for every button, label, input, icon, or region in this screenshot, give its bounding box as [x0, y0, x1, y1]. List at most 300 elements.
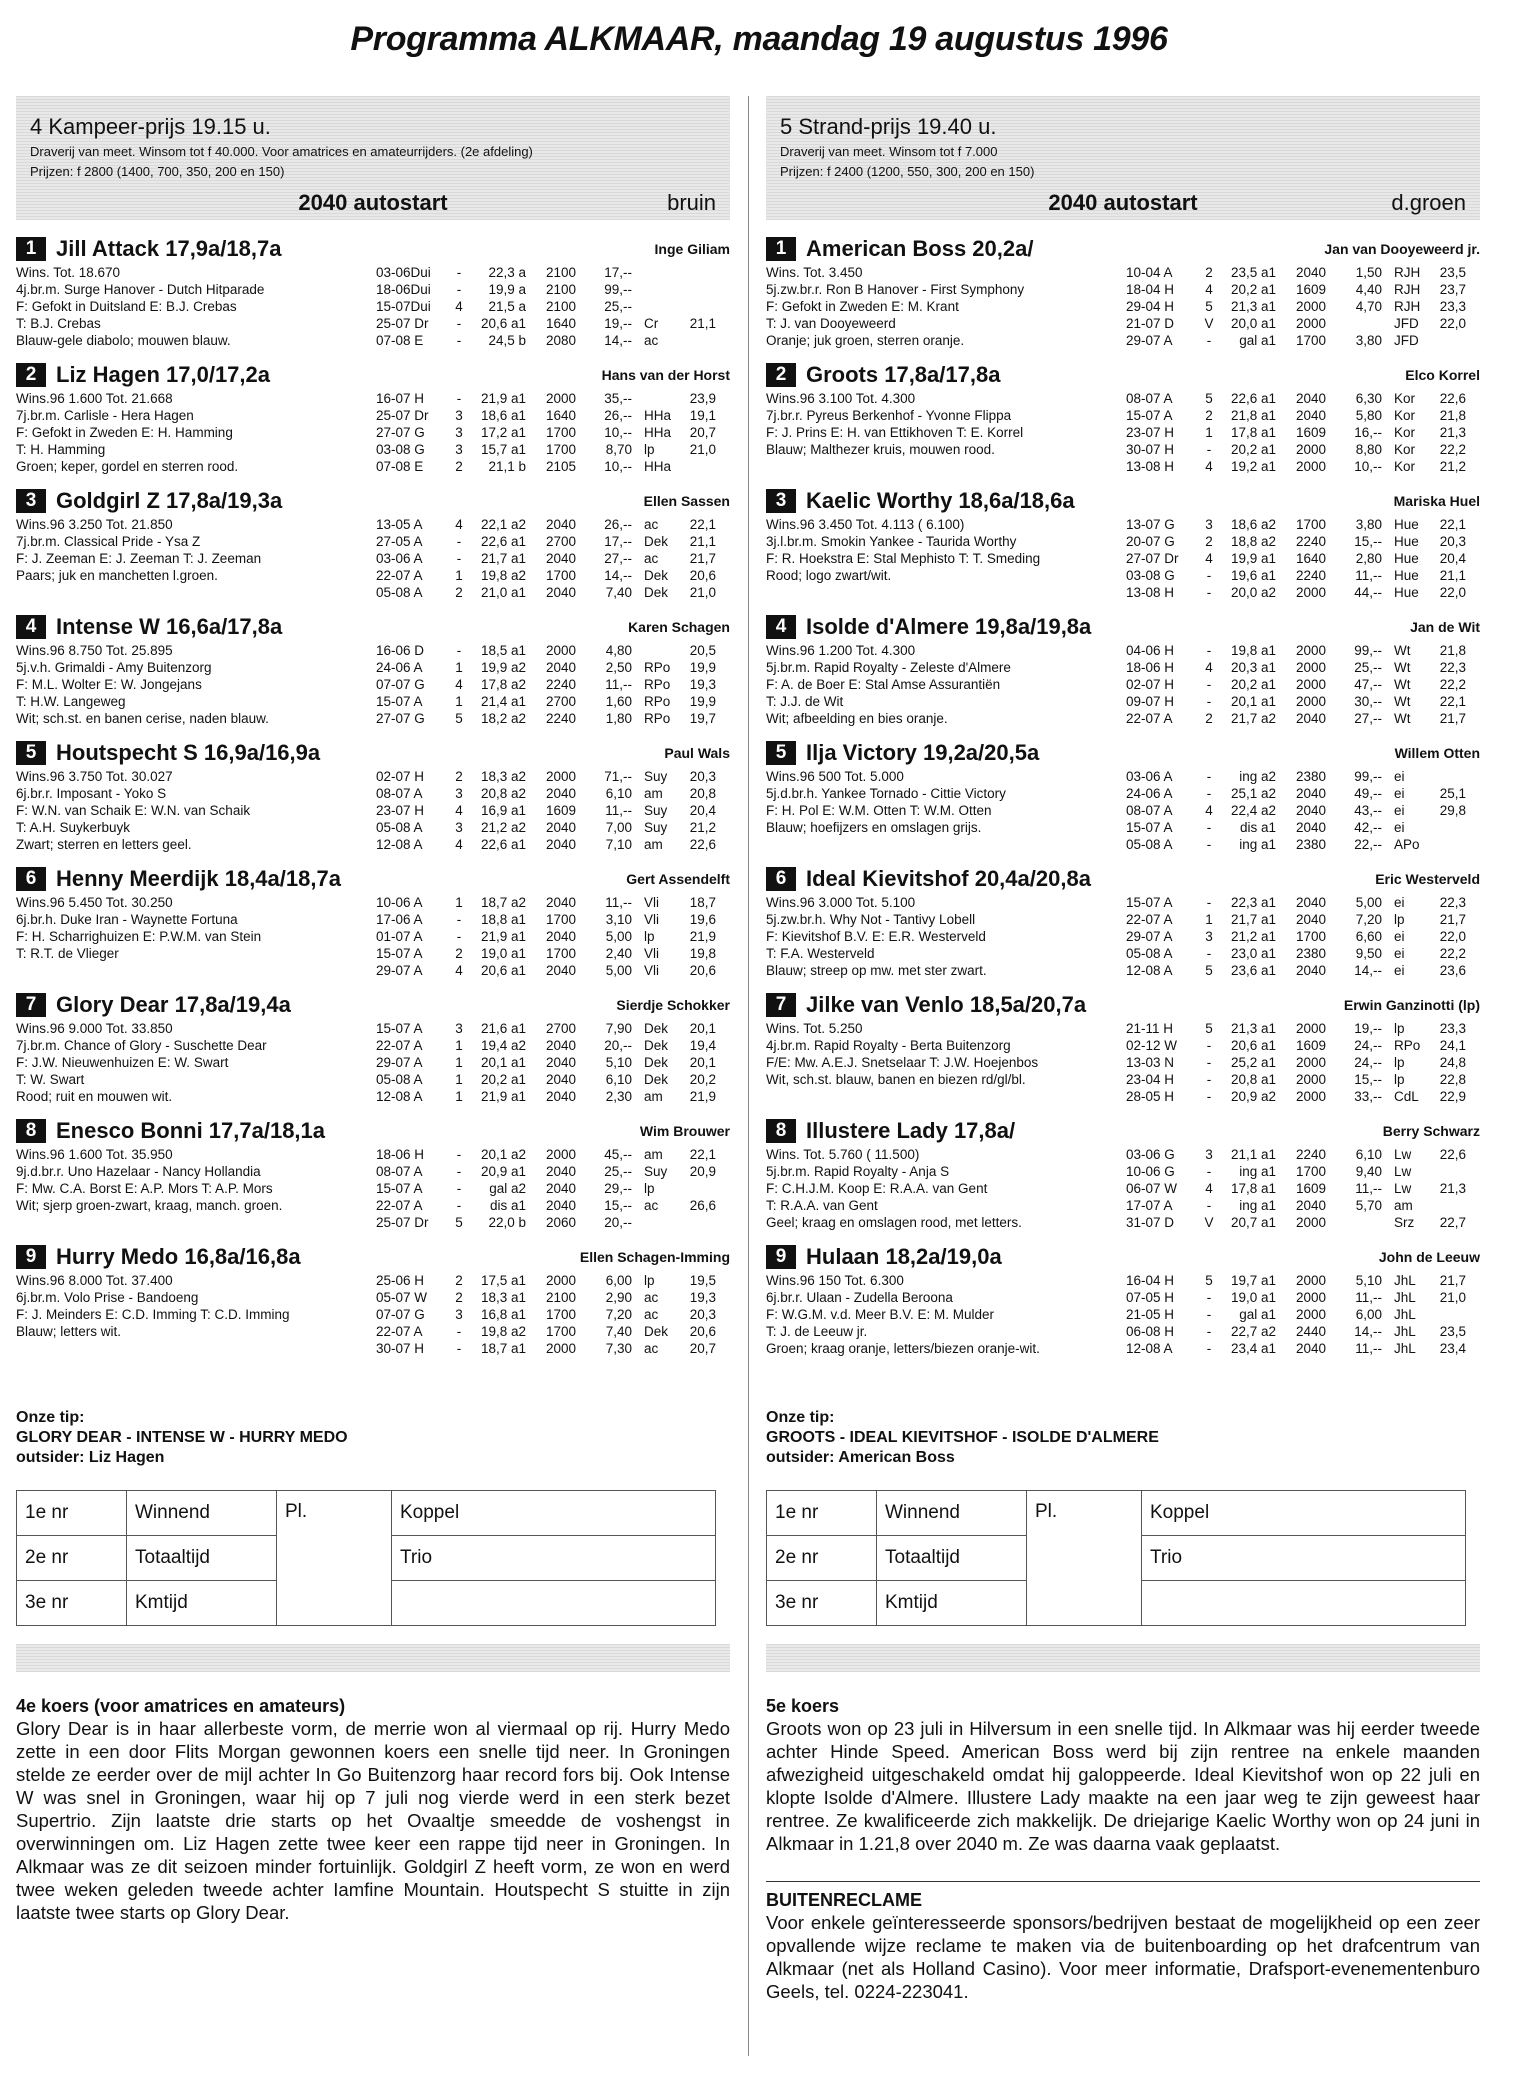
- performance-cell: 2000: [545, 769, 576, 784]
- page-title: Programma ALKMAAR, maandag 19 augustus 1996: [350, 20, 1168, 58]
- performance-cell: Vli: [644, 963, 660, 978]
- horse-number: 6: [766, 867, 796, 891]
- table-cell: Totaaltijd: [877, 1536, 1027, 1581]
- performance-row: [1126, 1071, 1480, 1088]
- performance-cell: 2000: [545, 391, 576, 406]
- performance-cell: 2240: [545, 677, 576, 692]
- horse-info-line: T: W. Swart: [16, 1072, 85, 1087]
- performance-cell: ac: [644, 1307, 659, 1322]
- performance-cell: 22-07 A: [1126, 912, 1173, 927]
- performance-cell: 2040: [545, 786, 576, 801]
- performance-row: [1126, 516, 1480, 533]
- performance-cell: 14,--: [604, 568, 632, 583]
- performance-cell: 13-07 G: [1126, 517, 1175, 532]
- performance-cell: 2040: [545, 929, 576, 944]
- performance-cell: 2: [1205, 534, 1213, 549]
- performance-cell: 2000: [545, 1273, 576, 1288]
- performance-cell: 21,1 a1: [1230, 1147, 1276, 1162]
- horse-performances: [376, 1020, 730, 1105]
- performance-cell: 21,2: [689, 820, 716, 835]
- performance-cell: 2700: [545, 534, 576, 549]
- performance-row: [1126, 533, 1480, 550]
- performance-cell: -: [1206, 694, 1212, 709]
- performance-cell: 3: [455, 408, 463, 423]
- performance-cell: 2040: [545, 1089, 576, 1104]
- horse-info-line: Blauw; streep op mw. met ster zwart.: [766, 963, 987, 978]
- horse-details: [16, 264, 730, 349]
- performance-cell: -: [456, 1324, 462, 1339]
- performance-cell: 29,--: [604, 1181, 632, 1196]
- performance-cell: -: [1206, 1198, 1212, 1213]
- performance-cell: 20,1: [689, 1055, 716, 1070]
- horse-entry: [16, 738, 730, 864]
- performance-cell: 16,--: [1354, 425, 1382, 440]
- performance-cell: 2040: [545, 1072, 576, 1087]
- performance-cell: 21,0 a1: [480, 585, 526, 600]
- horse-info-line: [766, 584, 1126, 601]
- performance-cell: 3: [455, 442, 463, 457]
- performance-cell: 99,--: [1354, 769, 1382, 784]
- performance-cell: 22-07 A: [376, 568, 423, 583]
- performance-cell: 10,--: [604, 425, 632, 440]
- performance-cell: -: [456, 643, 462, 658]
- tip-label: Onze tip:: [766, 1409, 835, 1426]
- performance-cell: 2105: [545, 459, 576, 474]
- performance-cell: 22,1: [689, 1147, 716, 1162]
- performance-cell: 2380: [1295, 946, 1326, 961]
- performance-row: [1126, 1146, 1480, 1163]
- horse-performances: [1126, 1272, 1480, 1357]
- performance-cell: lp: [644, 442, 655, 457]
- preview-text: Groots won op 23 juli in Hilversum in een snelle tijd. In Alkmaar was hij eerder tweede achter Hinde Speed. American Boss werd bij zijn rentree na enkele maanden afwezigheid uitgeschakeld omdat hij galoppeerde. Ideal Kievitshof won op 22 juli en klopte Isolde d'Almere. Illustere Lady maakte na een jaar weg te zijn geweest haar rentree. Ze kwalificeerde zich makkelijk. De driejarige Kaelic Worthy won op 24 juni in Alkmaar in 1.21,8 over 2040 m. Ze was daarna vaak geplaatst.: [766, 1718, 1480, 1854]
- performance-cell: 21,6 a1: [480, 1021, 526, 1036]
- performance-cell: 1700: [1295, 1164, 1326, 1179]
- horse-details: [16, 894, 730, 979]
- performance-cell: 20,9 a2: [1230, 1089, 1276, 1104]
- performance-cell: -: [456, 391, 462, 406]
- performance-row: [376, 1088, 730, 1105]
- performance-cell: 1609: [545, 803, 576, 818]
- horse-info-line: F: Gefokt in Duitsland E: B.J. Crebas: [16, 299, 237, 314]
- horse-info-line: T: J.J. de Wit: [766, 694, 844, 709]
- performance-cell: -: [1206, 333, 1212, 348]
- horse-info: [766, 894, 1126, 979]
- performance-cell: 33,--: [1354, 1089, 1382, 1104]
- tip-outsider: outsider: Liz Hagen: [16, 1449, 165, 1466]
- performance-cell: 19,7 a1: [1230, 1273, 1276, 1288]
- performance-row: [376, 911, 730, 928]
- performance-cell: 25,1: [1439, 786, 1466, 801]
- horse-performances: [376, 1272, 730, 1357]
- performance-cell: 13-08 H: [1126, 459, 1175, 474]
- performance-cell: Dek: [644, 1055, 669, 1070]
- performance-row: [376, 1306, 730, 1323]
- performance-cell: 21,7: [1439, 912, 1466, 927]
- horse-info-line: Wit; sch.st. en banen cerise, naden blauw.: [16, 711, 269, 726]
- performance-cell: 23,5 a1: [1230, 265, 1276, 280]
- performance-cell: 2040: [1295, 265, 1326, 280]
- performance-cell: 18,8 a2: [1230, 534, 1276, 549]
- performance-cell: -: [456, 1181, 462, 1196]
- performance-cell: 4,80: [605, 643, 632, 658]
- performance-cell: 22,6: [1439, 391, 1466, 406]
- performance-cell: 10-06 A: [376, 895, 423, 910]
- performance-cell: 25,1 a2: [1230, 786, 1276, 801]
- performance-cell: 07-08 E: [376, 333, 424, 348]
- performance-cell: 2040: [1295, 391, 1326, 406]
- performance-cell: 20-07 G: [1126, 534, 1175, 549]
- performance-cell: JhL: [1394, 1273, 1416, 1288]
- performance-cell: 2440: [1295, 1324, 1326, 1339]
- performance-cell: gal a1: [1239, 1307, 1276, 1322]
- performance-cell: 22,0: [1439, 316, 1466, 331]
- performance-row: [1126, 407, 1480, 424]
- performance-cell: [636, 642, 678, 659]
- performance-cell: Dek: [644, 534, 669, 549]
- performance-cell: 2000: [1295, 1055, 1326, 1070]
- horse-info-line: 5j.br.m. Rapid Royalty - Zeleste d'Almere: [766, 660, 1011, 675]
- performance-cell: 2000: [1295, 459, 1326, 474]
- performance-cell: 19,9: [689, 660, 716, 675]
- horse-info-line: 5j.d.br.h. Yankee Tornado - Cittie Victory: [766, 786, 1006, 801]
- horse-info-line: F: W.N. van Schaik E: W.N. van Schaik: [16, 803, 251, 818]
- table-cell: Koppel: [1142, 1491, 1466, 1536]
- horse-info-line: [16, 962, 376, 979]
- performance-cell: 15,--: [604, 1198, 632, 1213]
- performance-cell: 2000: [1295, 1072, 1326, 1087]
- horse-info-line: Wit; sjerp groen-zwart, kraag, manch. groen.: [16, 1198, 283, 1213]
- horse-header: [16, 864, 730, 894]
- performance-cell: 29-07 A: [1126, 333, 1173, 348]
- performance-cell: 2000: [1295, 1290, 1326, 1305]
- performance-row: [1126, 315, 1480, 332]
- performance-row: [376, 836, 730, 853]
- performance-cell: -: [1206, 643, 1212, 658]
- performance-cell: 7,40: [605, 1324, 632, 1339]
- horse-entry: [16, 360, 730, 486]
- performance-row: [1126, 298, 1480, 315]
- ad-block: [766, 1881, 1480, 2003]
- performance-cell: 20,4: [1439, 551, 1466, 566]
- performance-cell: Dek: [644, 1072, 669, 1087]
- table-cell: 3e nr: [17, 1581, 127, 1626]
- performance-cell: 2040: [545, 963, 576, 978]
- performance-cell: 1,60: [605, 694, 632, 709]
- performance-cell: 20,1: [689, 1021, 716, 1036]
- performance-row: [376, 315, 730, 332]
- horse-header: [16, 360, 730, 390]
- performance-cell: 2040: [545, 1181, 576, 1196]
- performance-row: [376, 1289, 730, 1306]
- performance-cell: 19,9 a1: [1230, 551, 1276, 566]
- performance-cell: -: [1206, 585, 1212, 600]
- performance-cell: 20,3: [1439, 534, 1466, 549]
- performance-cell: 20,6 a1: [1230, 1038, 1276, 1053]
- horse-performances: [1126, 1020, 1480, 1105]
- performance-cell: 14,--: [1354, 963, 1382, 978]
- performance-cell: 2040: [545, 1164, 576, 1179]
- performance-cell: 15-07 A: [376, 1021, 423, 1036]
- performance-cell: 5,00: [605, 929, 632, 944]
- performance-row: [376, 928, 730, 945]
- performance-cell: 2000: [1295, 316, 1326, 331]
- performance-cell: 1: [1205, 425, 1213, 440]
- performance-row: [376, 567, 730, 584]
- performance-row: [376, 332, 730, 349]
- performance-cell: dis a1: [1239, 820, 1276, 835]
- performance-cell: 27-07 G: [376, 425, 425, 440]
- performance-cell: 4: [1205, 803, 1213, 818]
- table-cell: Totaaltijd: [127, 1536, 277, 1581]
- horse-name: Illustere Lady 17,8a/: [806, 1118, 1016, 1143]
- performance-cell: 2040: [1295, 786, 1326, 801]
- performance-cell: 21,3 a1: [1230, 1021, 1276, 1036]
- performance-cell: Wt: [1394, 643, 1411, 658]
- performance-cell: 19,8 a2: [480, 568, 526, 583]
- performance-cell: am: [1394, 1198, 1413, 1213]
- performance-cell: 1: [455, 694, 463, 709]
- performance-cell: 25-07 Dr: [376, 316, 429, 331]
- performance-cell: 22,1: [689, 517, 716, 532]
- performance-cell: 20,0 a2: [1230, 585, 1276, 600]
- performance-cell: 20,7 a1: [1230, 1215, 1276, 1230]
- performance-cell: 05-08 A: [376, 820, 423, 835]
- performance-cell: 2060: [545, 1215, 576, 1230]
- performance-cell: 17,--: [604, 265, 632, 280]
- performance-cell: 2: [455, 459, 463, 474]
- performance-cell: -: [1206, 442, 1212, 457]
- horse-header: [766, 612, 1480, 642]
- performance-row: [376, 693, 730, 710]
- performance-cell: 10,--: [1354, 459, 1382, 474]
- horse-info: [766, 516, 1126, 601]
- horse-performances: [376, 264, 730, 349]
- performance-row: [376, 768, 730, 785]
- performance-cell: 2100: [545, 282, 576, 297]
- horse-name: Houtspecht S 16,9a/16,9a: [56, 740, 321, 765]
- horse-number: 3: [766, 489, 796, 513]
- performance-cell: 17,8 a1: [1230, 425, 1276, 440]
- performance-cell: 2100: [545, 265, 576, 280]
- performance-cell: JhL: [1394, 1290, 1416, 1305]
- horse-header: [766, 1242, 1480, 1272]
- performance-cell: 2040: [1295, 711, 1326, 726]
- performance-cell: 20,6: [689, 568, 716, 583]
- horse-header: [16, 1116, 730, 1146]
- performance-cell: [1428, 768, 1466, 785]
- performance-cell: 7,20: [1355, 912, 1382, 927]
- performance-cell: 19,9 a2: [480, 660, 526, 675]
- performance-cell: 3,80: [1355, 333, 1382, 348]
- race-color: bruin: [667, 190, 716, 215]
- performance-cell: 22,6 a1: [480, 837, 526, 852]
- performance-cell: RPo: [644, 677, 671, 692]
- performance-cell: 02-12 W: [1126, 1038, 1178, 1053]
- performance-cell: 25-07 Dr: [376, 1215, 429, 1230]
- performance-cell: [636, 281, 678, 298]
- performance-cell: 07-07 G: [376, 1307, 425, 1322]
- performance-cell: 2,90: [605, 1290, 632, 1305]
- performance-cell: 7,00: [605, 820, 632, 835]
- performance-cell: ei: [1394, 786, 1405, 801]
- horse-entry: [16, 486, 730, 612]
- performance-cell: 2: [455, 769, 463, 784]
- performance-cell: 05-08 A: [1126, 837, 1173, 852]
- performance-cell: 4: [455, 299, 463, 314]
- performance-cell: 18,7: [689, 895, 716, 910]
- horse-info-line: Wins. Tot. 5.760 ( 11.500): [766, 1147, 920, 1162]
- horse-info-line: 5j.br.m. Rapid Royalty - Anja S: [766, 1164, 950, 1179]
- horse-info-line: 4j.br.m. Rapid Royalty - Berta Buitenzorg: [766, 1038, 1011, 1053]
- performance-cell: 23,4 a1: [1230, 1341, 1276, 1356]
- performance-row: [376, 894, 730, 911]
- performance-cell: 20,3: [689, 769, 716, 784]
- horse-number: 5: [766, 741, 796, 765]
- race-distance: 2040 autostart: [1048, 190, 1198, 215]
- performance-cell: 17,--: [604, 534, 632, 549]
- performance-cell: 21,4 a1: [480, 694, 526, 709]
- table-cell: [1142, 1581, 1466, 1626]
- performance-cell: 1: [455, 568, 463, 583]
- performance-cell: lp: [1394, 912, 1405, 927]
- performance-row: [376, 710, 730, 727]
- horse-info: [766, 264, 1126, 349]
- performance-cell: 4: [455, 837, 463, 852]
- horse-info: [16, 642, 376, 727]
- table-cell: Koppel: [392, 1491, 716, 1536]
- performance-row: [1126, 1020, 1480, 1037]
- performance-cell: 4: [1205, 551, 1213, 566]
- performance-cell: 1700: [545, 568, 576, 583]
- performance-cell: 22,3 a: [488, 265, 526, 280]
- performance-cell: 21-07 D: [1126, 316, 1175, 331]
- performance-cell: 13-08 H: [1126, 585, 1175, 600]
- performance-cell: -: [1206, 820, 1212, 835]
- performance-cell: [1428, 1197, 1466, 1214]
- performance-cell: -: [456, 534, 462, 549]
- performance-cell: am: [644, 1147, 663, 1162]
- horse-entry: [766, 234, 1480, 360]
- horse-number: 7: [16, 993, 46, 1017]
- performance-cell: 08-07 A: [376, 786, 423, 801]
- performance-cell: 08-07 A: [1126, 391, 1173, 406]
- race-conditions: Draverij van meet. Winsom tot f 7.000: [780, 144, 998, 159]
- performance-cell: 2040: [1295, 912, 1326, 927]
- horse-info: [16, 516, 376, 601]
- horse-info-line: F: J. Zeeman E: J. Zeeman T: J. Zeeman: [16, 551, 262, 566]
- performance-cell: 2: [1205, 265, 1213, 280]
- horse-info-line: Wins.96 3.100 Tot. 4.300: [766, 391, 916, 406]
- performance-row: [1126, 424, 1480, 441]
- column-divider: [748, 96, 749, 2056]
- performance-cell: 19,9: [689, 694, 716, 709]
- horse-info-line: F: A. de Boer E: Stal Amse Assurantiën: [766, 677, 1001, 692]
- performance-cell: 20,1 a2: [480, 1147, 526, 1162]
- horse-list: [766, 234, 1480, 1368]
- performance-cell: 8,70: [605, 442, 632, 457]
- table-row: [17, 1491, 716, 1536]
- performance-cell: 13-05 A: [376, 517, 423, 532]
- performance-cell: 1640: [545, 316, 576, 331]
- horse-entry: [766, 486, 1480, 612]
- performance-cell: 21,9 a1: [480, 1089, 526, 1104]
- performance-cell: ei: [1394, 946, 1405, 961]
- horse-info: [16, 1020, 376, 1105]
- performance-cell: 22,2: [1439, 442, 1466, 457]
- horse-header: [766, 864, 1480, 894]
- performance-cell: 1700: [545, 425, 576, 440]
- performance-cell: Hue: [1394, 568, 1419, 583]
- performance-cell: -: [456, 1147, 462, 1162]
- performance-cell: 29,8: [1439, 803, 1466, 818]
- horse-number: 1: [16, 237, 46, 261]
- horse-details: [16, 768, 730, 853]
- performance-cell: 20,7: [689, 425, 716, 440]
- performance-cell: 20,9: [689, 1164, 716, 1179]
- performance-cell: [1428, 1163, 1466, 1180]
- shade-band: [766, 1644, 1480, 1672]
- race-conditions: Draverij van meet. Winsom tot f 40.000. Voor amatrices en amateurrijders. (2e afdeling): [30, 144, 533, 159]
- horse-info-line: Groen; kraag oranje, letters/biezen oranje-wit.: [766, 1341, 1040, 1356]
- performance-cell: 7,30: [605, 1341, 632, 1356]
- performance-cell: 30-07 H: [376, 1341, 425, 1356]
- performance-cell: am: [644, 837, 663, 852]
- performance-cell: 12-08 A: [376, 837, 423, 852]
- performance-row: [376, 1180, 730, 1197]
- performance-cell: -: [1206, 1290, 1212, 1305]
- horse-name: Hulaan 18,2a/19,0a: [806, 1244, 1002, 1269]
- horse-info-line: Wins.96 1.600 Tot. 21.668: [16, 391, 173, 406]
- performance-cell: 2000: [545, 1147, 576, 1162]
- performance-row: [1126, 676, 1480, 693]
- horse-info-line: Groen; keper, gordel en sterren rood.: [16, 459, 239, 474]
- performance-cell: 2240: [545, 711, 576, 726]
- performance-cell: 21,1: [689, 316, 716, 331]
- performance-cell: 2080: [545, 333, 576, 348]
- performance-row: [1126, 458, 1480, 475]
- performance-cell: 6,10: [605, 1072, 632, 1087]
- performance-cell: 22,0: [1439, 929, 1466, 944]
- performance-cell: 7,90: [605, 1021, 632, 1036]
- horse-details: [766, 1272, 1480, 1357]
- horse-info-line: 3j.l.br.m. Smokin Yankee - Taurida Worthy: [766, 534, 1017, 549]
- performance-cell: JFD: [1394, 333, 1419, 348]
- performance-cell: 24,--: [1354, 1038, 1382, 1053]
- performance-cell: 05-08 A: [1126, 946, 1173, 961]
- performance-cell: 2,50: [605, 660, 632, 675]
- performance-row: [1126, 550, 1480, 567]
- performance-cell: 18-06Dui: [376, 282, 431, 297]
- horse-entry: [16, 990, 730, 1116]
- performance-cell: 22,2: [1439, 677, 1466, 692]
- performance-cell: 22-07 A: [376, 1198, 423, 1213]
- performance-cell: 22,1: [1439, 694, 1466, 709]
- performance-cell: 27-07 Dr: [1126, 551, 1179, 566]
- performance-cell: gal a2: [489, 1181, 526, 1196]
- performance-cell: [636, 390, 678, 407]
- performance-cell: 3,80: [1355, 517, 1382, 532]
- performance-cell: 4: [455, 517, 463, 532]
- performance-cell: 20,8 a1: [1230, 1072, 1276, 1087]
- horse-details: [766, 768, 1480, 853]
- performance-cell: 5,10: [605, 1055, 632, 1070]
- performance-cell: [636, 1214, 678, 1231]
- performance-cell: 1,80: [605, 711, 632, 726]
- performance-cell: 2040: [1295, 1198, 1326, 1213]
- performance-cell: 16-04 H: [1126, 1273, 1175, 1288]
- performance-cell: 2700: [545, 1021, 576, 1036]
- table-cell: 1e nr: [767, 1491, 877, 1536]
